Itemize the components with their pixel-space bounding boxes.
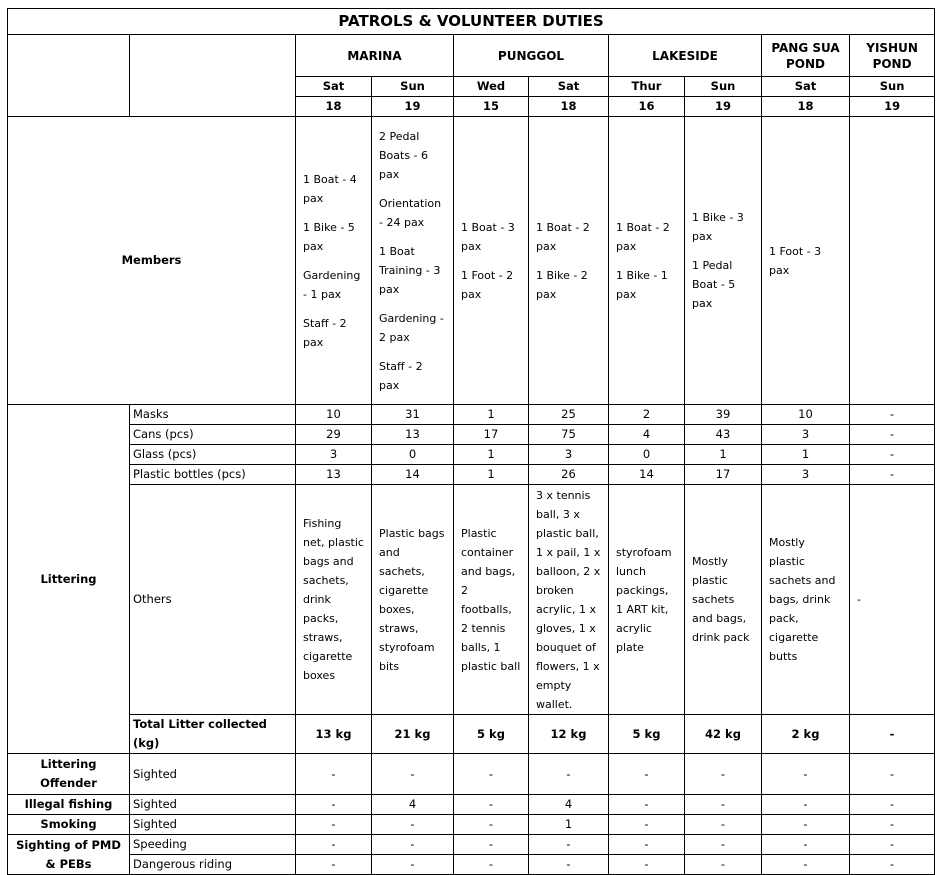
litter-count: 75 [529, 425, 609, 445]
litter-count: 17 [685, 465, 762, 485]
location-header: LAKESIDE [609, 35, 762, 77]
pmd-value: - [529, 835, 609, 855]
members-label: Members [8, 117, 296, 405]
others-cell: Plastic bags and sachets, cigarette boxes, straws, styrofoam bits [372, 485, 454, 715]
member-entry: 1 Boat - 3 pax [461, 220, 515, 253]
pmd-value: - [296, 855, 372, 875]
member-entry: 1 Bike - 5 pax [303, 220, 355, 253]
day-cell: Sat [529, 77, 609, 97]
member-entry: Orientation - 24 pax [379, 196, 442, 229]
fishing-value: - [454, 795, 529, 815]
pmd-value: - [762, 855, 850, 875]
litter-count: 26 [529, 465, 609, 485]
litter-count: 2 [609, 405, 685, 425]
pmd-sub-label: Speeding [130, 835, 296, 855]
fishing-value: - [685, 795, 762, 815]
litter-count: 3 [529, 445, 609, 465]
total-cell: 5 kg [454, 715, 529, 754]
pmd-value: - [372, 835, 454, 855]
day-cell: Sun [850, 77, 935, 97]
total-label: Total Litter collected (kg) [130, 715, 296, 754]
location-header: MARINA [296, 35, 454, 77]
day-cell: Sat [762, 77, 850, 97]
member-entry: 1 Boat - 4 pax [303, 172, 357, 205]
pmd-value: - [609, 855, 685, 875]
member-entry: 1 Bike - 1 pax [616, 268, 668, 301]
offender-sub-label: Sighted [130, 754, 296, 795]
litter-count: 13 [372, 425, 454, 445]
member-entry: 1 Boat - 2 pax [616, 220, 670, 253]
location-header: PUNGGOL [454, 35, 609, 77]
others-cell: - [850, 485, 935, 715]
day-cell: Sun [685, 77, 762, 97]
member-entry: Staff - 2 pax [379, 359, 423, 392]
total-cell: - [850, 715, 935, 754]
total-cell: 21 kg [372, 715, 454, 754]
others-cell: Mostly plastic sachets and bags, drink pack, cigarette butts [762, 485, 850, 715]
litter-count: 31 [372, 405, 454, 425]
date-cell: 18 [762, 97, 850, 117]
litter-count: 10 [296, 405, 372, 425]
litter-count: 14 [609, 465, 685, 485]
date-cell: 18 [296, 97, 372, 117]
pmd-value: - [529, 855, 609, 875]
litter-count: 0 [372, 445, 454, 465]
offender-value: - [762, 754, 850, 795]
pmd-value: - [454, 855, 529, 875]
member-entry: 1 Foot - 2 pax [461, 268, 514, 301]
pmd-value: - [850, 835, 935, 855]
smoking-value: - [372, 815, 454, 835]
fishing-value: - [296, 795, 372, 815]
others-cell: styrofoam lunch packings, 1 ART kit, acrylic plate [609, 485, 685, 715]
litter-type-label: Glass (pcs) [130, 445, 296, 465]
date-cell: 18 [529, 97, 609, 117]
pmd-sub-label: Dangerous riding [130, 855, 296, 875]
litter-type-label: Masks [130, 405, 296, 425]
litter-count: 4 [609, 425, 685, 445]
location-header: PANG SUA POND [762, 35, 850, 77]
pmd-value: - [454, 835, 529, 855]
litter-count: - [850, 445, 935, 465]
date-cell: 19 [372, 97, 454, 117]
others-cell: 3 x tennis ball, 3 x plastic ball, 1 x pail, 1 x balloon, 2 x broken acrylic, 1 x gloves, 1 x bouquet of flowers, 1 x empty wallet. [529, 485, 609, 715]
member-entry: 2 Pedal Boats - 6 pax [379, 129, 429, 181]
members-cell [529, 117, 609, 405]
day-cell: Thur [609, 77, 685, 97]
member-entry: 1 Pedal Boat - 5 pax [692, 259, 736, 310]
duties-table [7, 8, 935, 875]
member-entry: 1 Boat Training - 3 pax [379, 244, 441, 296]
offender-value: - [850, 754, 935, 795]
litter-count: - [850, 405, 935, 425]
litter-count: 43 [685, 425, 762, 445]
members-cell [685, 117, 762, 405]
smoking-label: Smoking [8, 815, 130, 835]
pmd-value: - [685, 855, 762, 875]
location-header: YISHUN POND [850, 35, 935, 77]
litter-type-label: Cans (pcs) [130, 425, 296, 445]
litter-count: 1 [762, 445, 850, 465]
litter-count: 1 [454, 445, 529, 465]
date-cell: 19 [685, 97, 762, 117]
member-entry: Gardening - 2 pax [379, 311, 444, 344]
members-cell [762, 117, 850, 405]
blank-corner-2 [130, 35, 296, 117]
pmd-value: - [296, 835, 372, 855]
offender-value: - [372, 754, 454, 795]
fishing-value: 4 [529, 795, 609, 815]
others-cell: Plastic container and bags, 2 footballs, 2 tennis balls, 1 plastic ball [454, 485, 529, 715]
member-entry: 1 Bike - 2 pax [536, 268, 588, 301]
fishing-label: Illegal fishing [8, 795, 130, 815]
litter-count: 39 [685, 405, 762, 425]
smoking-value: 1 [529, 815, 609, 835]
litter-count: 1 [685, 445, 762, 465]
litter-count: 29 [296, 425, 372, 445]
others-cell: Fishing net, plastic bags and sachets, drink packs, straws, cigarette boxes [296, 485, 372, 715]
litter-count: 14 [372, 465, 454, 485]
total-cell: 13 kg [296, 715, 372, 754]
members-cell [609, 117, 685, 405]
member-entry: 1 Foot - 3 pax [769, 244, 822, 277]
littering-label: Littering [8, 405, 130, 754]
offender-value: - [609, 754, 685, 795]
total-cell: 42 kg [685, 715, 762, 754]
offender-value: - [454, 754, 529, 795]
litter-count: 10 [762, 405, 850, 425]
fishing-value: 4 [372, 795, 454, 815]
smoking-value: - [454, 815, 529, 835]
litter-count: - [850, 465, 935, 485]
offender-value: - [529, 754, 609, 795]
blank-corner [8, 35, 130, 117]
litter-count: 0 [609, 445, 685, 465]
member-entry: 1 Bike - 3 pax [692, 211, 744, 243]
offender-value: - [685, 754, 762, 795]
fishing-value: - [609, 795, 685, 815]
pmd-value: - [609, 835, 685, 855]
day-cell: Sun [372, 77, 454, 97]
members-cell [454, 117, 529, 405]
smoking-sub-label: Sighted [130, 815, 296, 835]
fishing-value: - [762, 795, 850, 815]
litter-type-label: Plastic bottles (pcs) [130, 465, 296, 485]
fishing-sub-label: Sighted [130, 795, 296, 815]
date-cell: 15 [454, 97, 529, 117]
member-entry: 1 Boat - 2 pax [536, 220, 590, 253]
pmd-value: - [850, 855, 935, 875]
litter-count: 3 [762, 425, 850, 445]
members-cell [850, 117, 935, 405]
litter-count: 3 [762, 465, 850, 485]
pmd-value: - [372, 855, 454, 875]
litter-count: - [850, 425, 935, 445]
date-cell: 19 [850, 97, 935, 117]
litter-count: 13 [296, 465, 372, 485]
member-entry: Gardening - 1 pax [303, 268, 361, 301]
total-cell: 5 kg [609, 715, 685, 754]
fishing-value: - [850, 795, 935, 815]
offender-label: Littering Offender [8, 754, 130, 795]
day-cell: Wed [454, 77, 529, 97]
smoking-value: - [609, 815, 685, 835]
litter-count: 1 [454, 465, 529, 485]
litter-count: 25 [529, 405, 609, 425]
members-cell [372, 117, 454, 405]
pmd-value: - [685, 835, 762, 855]
others-label: Others [130, 485, 296, 715]
smoking-value: - [296, 815, 372, 835]
pmd-value: - [762, 835, 850, 855]
smoking-value: - [762, 815, 850, 835]
litter-count: 3 [296, 445, 372, 465]
total-cell: 12 kg [529, 715, 609, 754]
smoking-value: - [850, 815, 935, 835]
pmd-label: Sighting of PMD & PEBs [8, 835, 130, 875]
others-cell: Mostly plastic sachets and bags, drink pack [685, 485, 762, 715]
litter-count: 17 [454, 425, 529, 445]
smoking-value: - [685, 815, 762, 835]
offender-value: - [296, 754, 372, 795]
member-entry: Staff - 2 pax [303, 316, 347, 349]
date-cell: 16 [609, 97, 685, 117]
day-cell: Sat [296, 77, 372, 97]
table-title: PATROLS & VOLUNTEER DUTIES [8, 9, 935, 35]
members-cell [296, 117, 372, 405]
litter-count: 1 [454, 405, 529, 425]
total-cell: 2 kg [762, 715, 850, 754]
